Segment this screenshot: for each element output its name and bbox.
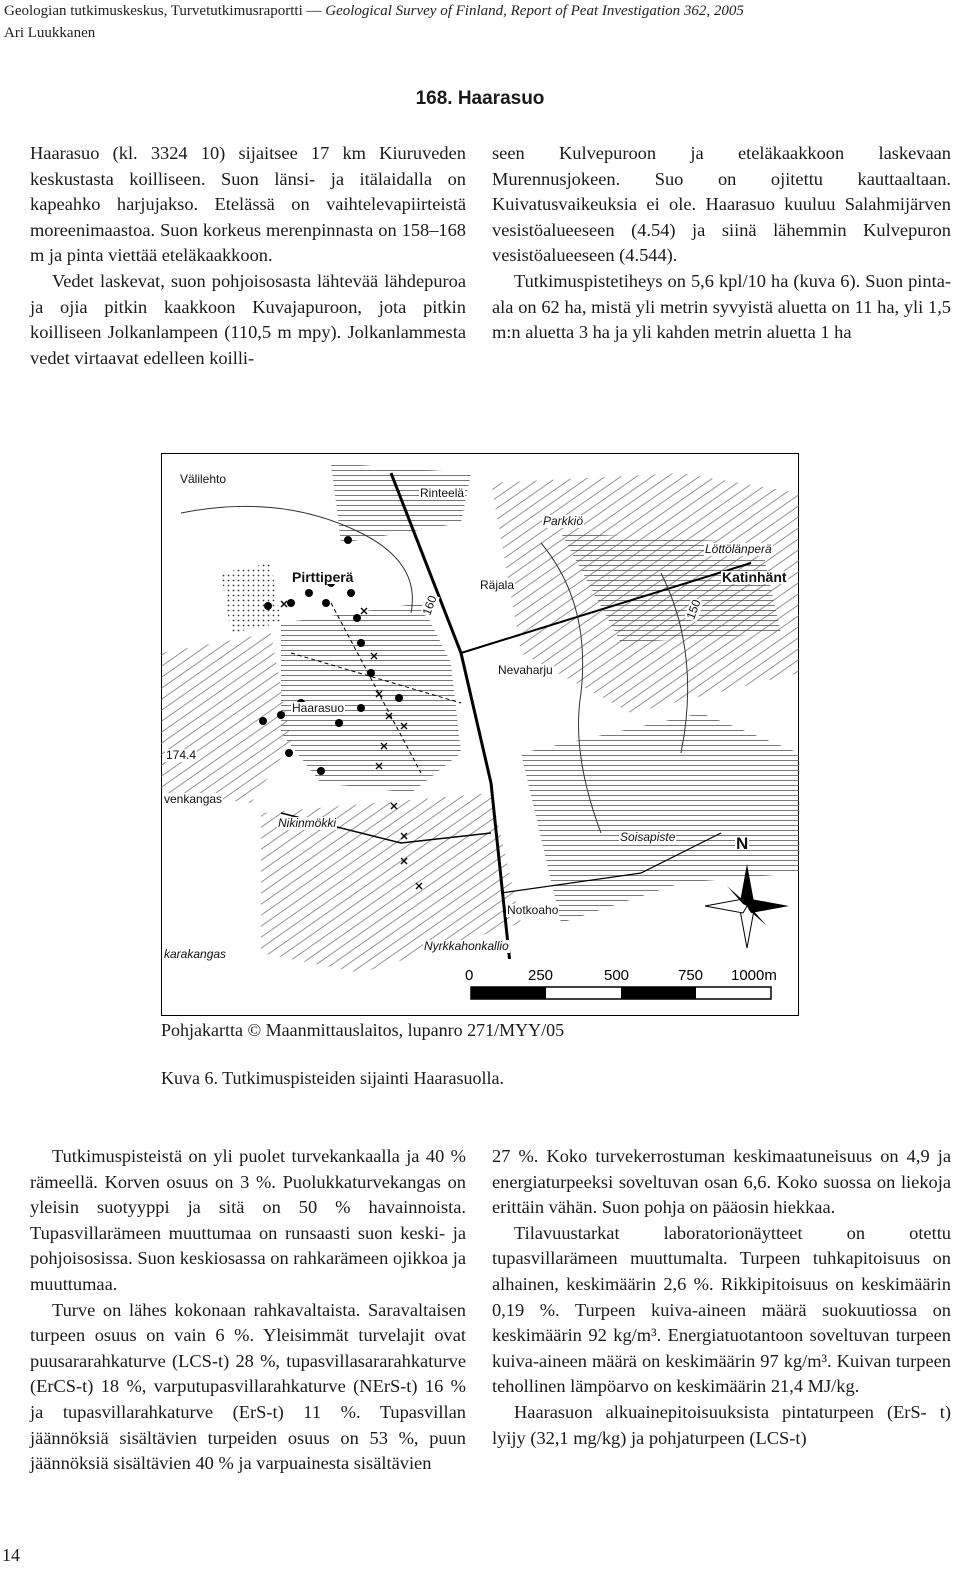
map-graphic: [161, 453, 799, 1016]
header-series-fi: Geologian tutkimuskeskus, Turvetutkimusraportti —: [4, 3, 326, 19]
paragraph: Vedet laskevat, suon pohjoisosasta lähtevää lähdepuroa ja ojia pitkin kaakkoon Kuvajapuroon, jota pitkin koilliseen Jolkanlampeen (110,5 m mpy). Jolkanlammesta vedet virtaavat edelleen koilli-: [30, 270, 466, 368]
map-label: Pirttiperä: [292, 569, 354, 585]
swamp-area-main: [281, 603, 461, 793]
section-title: 168. Haarasuo: [415, 88, 545, 109]
header-author: Ari Luukkanen: [4, 25, 96, 41]
contour-label: 150: [683, 597, 704, 622]
paragraph: Tutkimuspistetiheys on 5,6 kpl/10 ha (kuva 6). Suon pinta-ala on 62 ha, mistä yli metrin syvyistä aluetta on 11 ha, yli 1,5 m:n aluetta 3 ha ja yli kahden metrin aluetta 1 ha: [492, 270, 951, 343]
bottom-left-column: [30, 1144, 466, 1477]
paragraph: 27 %. Koko turvekerrostuman keskimaatuneisuus on 4,9 ja energiaturpeeksi soveltuvan osan 6,6. Koko suossa on liekoja erittäin vähän. Suon pohja on pääosin hiekkaa.: [492, 1146, 951, 1218]
scale-label: 1000m: [731, 967, 777, 984]
study-point-map: [161, 453, 799, 1016]
scale-bar: [471, 987, 771, 999]
map-label: venkangas: [164, 792, 223, 806]
running-header: [4, 0, 744, 44]
map-label: Rinteelä: [420, 486, 465, 500]
paragraph: Haarasuo (kl. 3324 10) sijaitsee 17 km Kiuruveden keskustasta koilliseen. Suon länsi- ja itälaidalla on kapeahko harjujakso. Etelässä on vaihtelevapiirteistä moreenimaastoa. Suon korkeus merenpinnasta on 158–168 m ja pinta viettää eteläkaakkoon.: [30, 143, 466, 266]
scale-label: 750: [678, 967, 704, 984]
top-right-column: [492, 141, 951, 346]
header-series-en: Geological Survey of Finland, Report of Peat Investigation 362, 2005: [325, 3, 744, 19]
paragraph: Tilavuustarkat laboratorionäytteet on otettu tupasvillarämeen muuttumalta. Turpeen tuhkapitoisuus on alhainen, keskimäärin 2,6 %. Rikkipitoisuus on keskimäärin 0,19 %. Turpeen kuiva-aineen määrä suokuutiossa on keskimäärin 92 kg/m³. Energiatuotantoon soveltuvan turpeen kuiva-aineen määrä on keskimäärin 97 kg/m³. Kuivan turpeen tehollinen lämpöarvo on keskimäärin 21,4 MJ/kg.: [492, 1222, 951, 1397]
sand-area: [221, 563, 281, 633]
map-credit: Pohjakartta © Maanmittauslaitos, lupanro 271/MYY/05: [161, 1020, 565, 1040]
paragraph: Turve on lähes kokonaan rahkavaltaista. Saravaltaisen turpeen osuus on vain 6 %. Yleisimmät turvelajit ovat puusararahkaturve (LCS-t) 28 %, tupasvillasararahkaturve (ErCS-t) 18 %, varputupasvillarahkaturve (NErS-t) 16 % ja tupasvillarahkaturve (ErS-t) 11 %. Tupasvillan jäännöksiä sisältävien turpeiden osuus on 53 %, puun jäännöksiä sisältävien 40 % ja varpuainesta sisältävien: [30, 1299, 466, 1474]
map-label: Parkkiö: [543, 514, 584, 528]
map-label: Löttölänperä: [705, 542, 772, 556]
map-label: Nikinmökki: [278, 816, 337, 830]
map-label: Notkoaho: [507, 903, 559, 917]
scale-label: 500: [604, 967, 630, 984]
map-label: Välilehto: [180, 472, 227, 486]
scale-label: 0: [465, 967, 474, 984]
top-left-column: [30, 141, 466, 371]
page-number: 14: [2, 1545, 20, 1565]
paragraph: Tutkimuspisteistä on yli puolet turvekankaalla ja 40 % rämeellä. Korven osuus on 3 %. Puolukkaturvekangas on yleisin suotyyppi ja sitä on 50 % havainnoista. Tupasvillarämeen muuttumaa on runsaasti suon keski- ja pohjoisosissa. Suon keskiosassa on rahkarämeen ojikkoa ja muuttumaa.: [30, 1146, 466, 1294]
map-label: Nevaharju: [498, 663, 553, 677]
map-label: 174.4: [166, 748, 197, 762]
paragraph: seen Kulvepuroon ja eteläkaakkoon laskevaan Murennusjokeen. Suo on ojitettu kauttaaltaan. Kuivatusvaikeuksia ei ole. Haarasuo kuuluu Salahmijärven vesistöalueeseen (4.54) ja siinä lähemmin Kulvepuron vesistöalueeseen (4.544).: [492, 143, 951, 266]
bottom-right-column: [492, 1144, 951, 1451]
map-label: karakangas: [164, 947, 227, 961]
map-label: Soisapiste: [620, 830, 676, 844]
map-label: Haarasuo: [292, 701, 345, 715]
map-label: Katinhänt: [722, 569, 787, 585]
scale-label: 250: [528, 967, 554, 984]
map-label: Nyrkkahonkallio: [424, 939, 509, 953]
header-line-1: [4, 0, 744, 22]
paragraph: Haarasuon alkuainepitoisuuksista pintaturpeen (ErS- t) lyijy (32,1 mg/kg) ja pohjaturpeen (LCS-t): [492, 1401, 951, 1448]
contour-label: 160: [419, 593, 440, 618]
figure-caption: Kuva 6. Tutkimuspisteiden sijainti Haarasuolla.: [161, 1068, 504, 1088]
map-label: Räjala: [480, 578, 515, 592]
north-label: N: [736, 834, 749, 853]
